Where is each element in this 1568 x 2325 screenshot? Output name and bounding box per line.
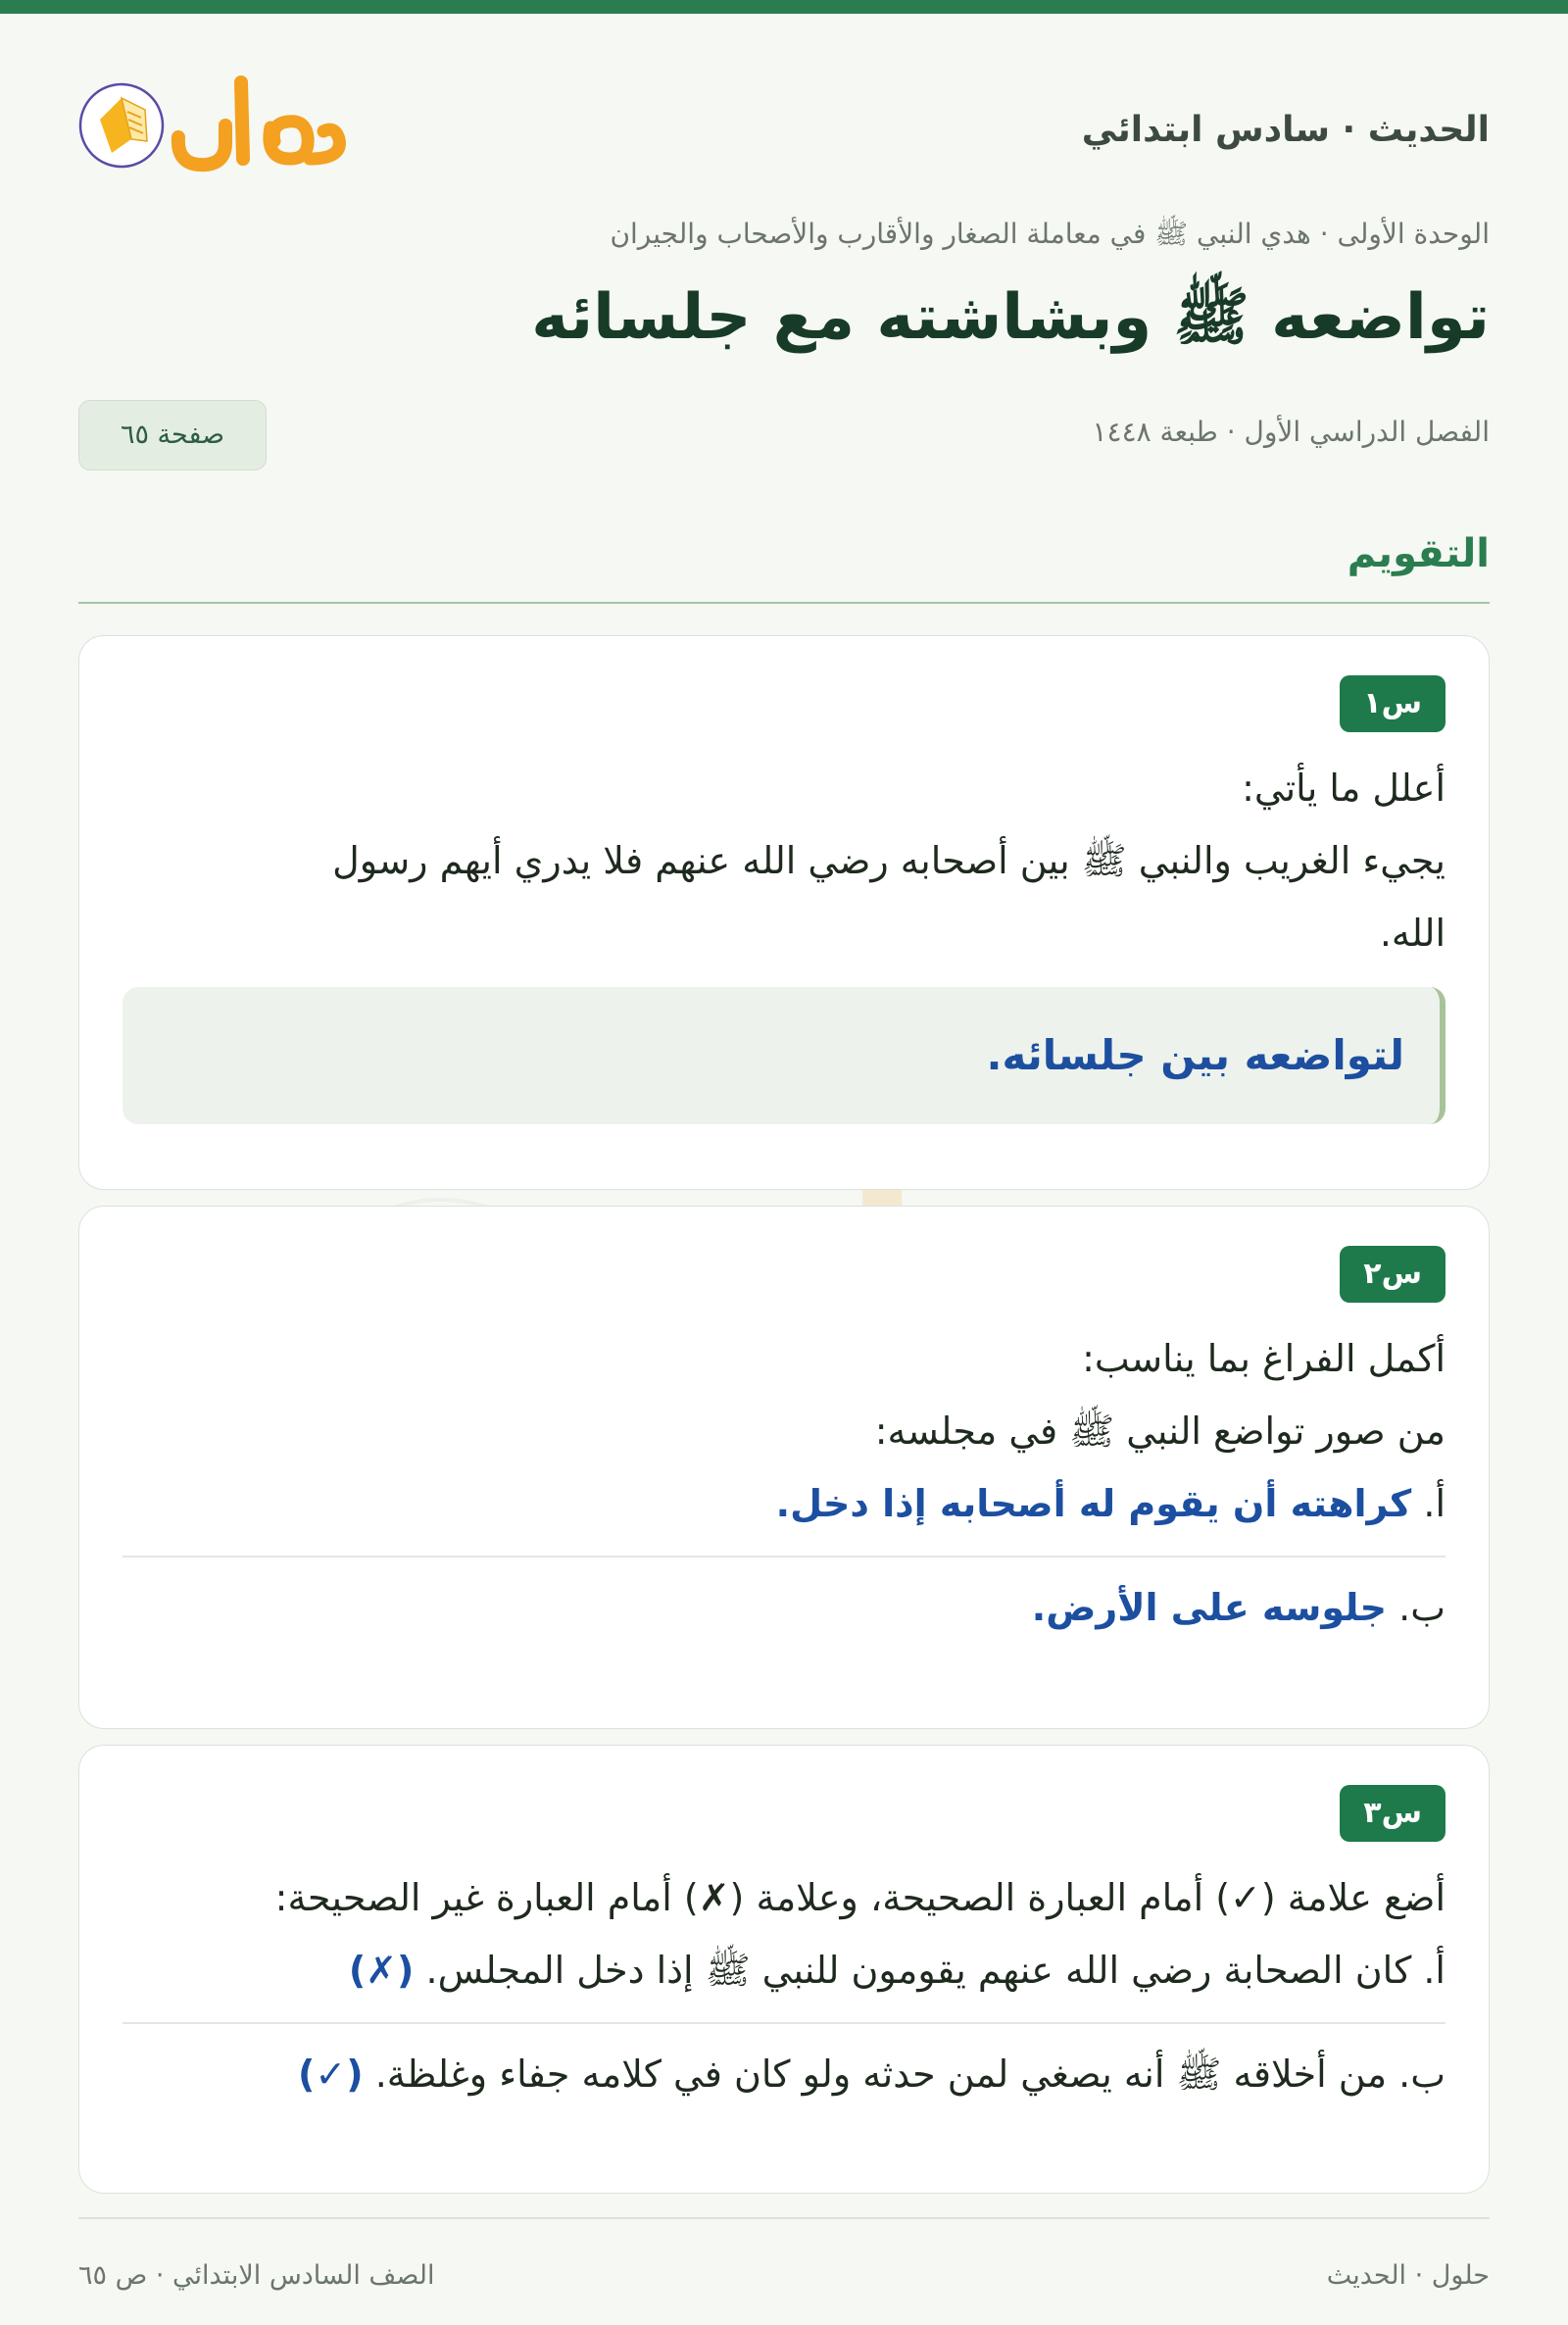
unit-subtitle: الوحدة الأولى · هدي النبي ﷺ في معاملة الصغار والأقارب والأصحاب والجيران [610, 218, 1490, 250]
page-number-badge: صفحة ٦٥ [78, 400, 267, 470]
item-b-answer: جلوسه على الأرض. [1031, 1586, 1388, 1629]
book-logo-icon [78, 69, 353, 176]
question-number-badge: س١ [1340, 675, 1446, 732]
item-b-mark: (✓) [298, 2053, 364, 2096]
question-prompt: أعلل ما يأتي: [1242, 767, 1446, 810]
item-a-mark: (✗) [348, 1949, 415, 1992]
item-divider [122, 2022, 1446, 2024]
question-number-badge: س٣ [1340, 1785, 1446, 1842]
item-b-prefix: ب. [1398, 1586, 1446, 1629]
footer-brand-subject: حلول · الحديث [1326, 2260, 1490, 2291]
item-a-answer: كراهته أن يقوم له أصحابه إذا دخل. [775, 1482, 1412, 1525]
question-text: يجيء الغريب والنبي ﷺ بين أصحابه رضي الله عنهم فلا يدري أيهم رسول [332, 839, 1446, 882]
brand-logo [78, 69, 353, 176]
top-accent-bar [0, 0, 1568, 14]
page [78, 14, 1490, 2325]
question-card-2 [78, 1206, 1490, 1729]
question-card-1 [78, 635, 1490, 1190]
item-a-text: أ. كان الصحابة رضي الله عنهم يقومون للنبي ﷺ إذا دخل المجلس. [425, 1949, 1446, 1992]
item-a-prefix: أ. [1423, 1482, 1446, 1525]
lesson-title: تواضعه ﷺ وبشاشته مع جلسائه [531, 281, 1490, 354]
section-divider [78, 602, 1490, 604]
question-card-3 [78, 1745, 1490, 2194]
answer-item-a [122, 1467, 1446, 1540]
question-number-badge: س٢ [1340, 1246, 1446, 1303]
footer-grade-page: الصف السادس الابتدائي · ص ٦٥ [78, 2260, 435, 2291]
answer-box: لتواضعه بين جلسائه. [122, 987, 1446, 1124]
statement-item-a [122, 1934, 1446, 2006]
footer-divider [78, 2217, 1490, 2219]
question-text-continued: الله. [1379, 912, 1446, 955]
question-prompt: أكمل الفراغ بما يناسب: [1082, 1337, 1446, 1380]
question-stem: من صور تواضع النبي ﷺ في مجلسه: [874, 1410, 1446, 1453]
semester-edition: الفصل الدراسي الأول · طبعة ١٤٤٨ [1092, 416, 1490, 448]
question-prompt: أضع علامة (✓) أمام العبارة الصحيحة، وعلامة (✗) أمام العبارة غير الصحيحة: [274, 1876, 1446, 1919]
page-header [78, 69, 1490, 176]
answer-item-b [122, 1571, 1446, 1644]
section-title: التقويم [1347, 531, 1490, 576]
item-b-text: ب. من أخلاقه ﷺ أنه يصغي لمن حدثه ولو كان في كلامه جفاء وغلظة. [374, 2053, 1446, 2096]
statement-item-b [122, 2038, 1446, 2110]
subject-title: الحديث · سادس ابتدائي [1081, 110, 1490, 150]
item-divider [122, 1556, 1446, 1558]
